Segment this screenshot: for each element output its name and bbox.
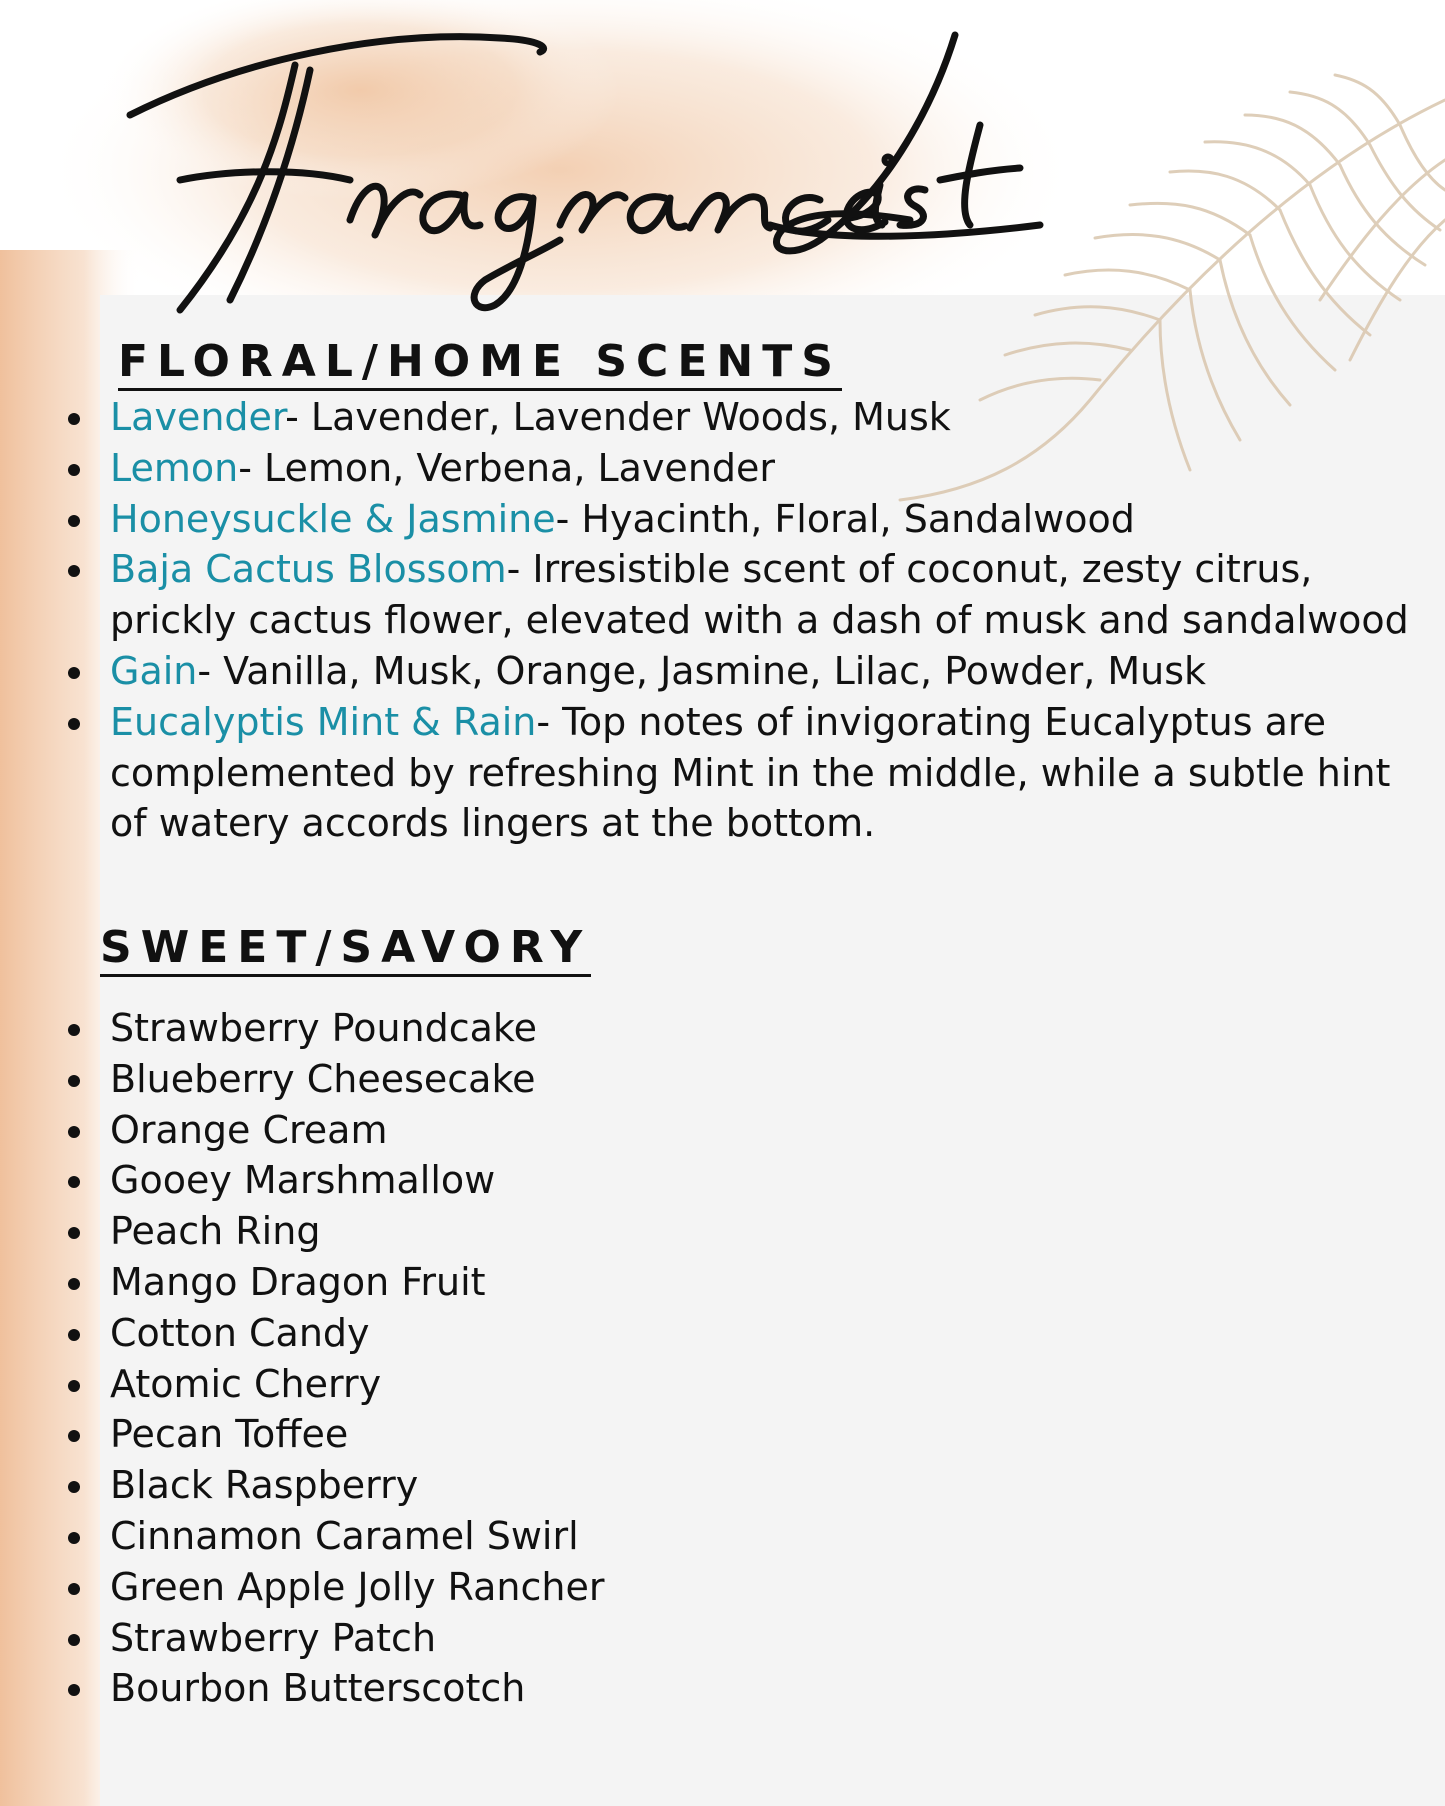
list-item: Cinnamon Caramel Swirl — [0, 1511, 900, 1562]
list-item: Bourbon Butterscotch — [0, 1663, 900, 1714]
list-item: Blueberry Cheesecake — [0, 1054, 900, 1105]
list-item — [0, 544, 1420, 646]
sweet-section-heading: SWEET/SAVORY — [100, 924, 591, 977]
scent-notes: - Irresistible scent of coconut, zesty citrus, prickly cactus flower, elevated with a dash of musk and sandalwood — [110, 547, 1409, 643]
scent-notes: - Vanilla, Musk, Orange, Jasmine, Lilac, Powder, Musk — [197, 648, 1207, 693]
scent-notes: - Lemon, Verbena, Lavender — [238, 445, 776, 490]
scent-name: Baja Cactus Blossom — [110, 547, 507, 592]
scent-notes: - Top notes of invigorating Eucalyptus are complemented by refreshing Mint in the middle, while a subtle hint of watery accords lingers at the bottom. — [110, 699, 1391, 846]
floral-scent-list — [0, 392, 1420, 849]
list-item: Pecan Toffee — [0, 1409, 900, 1460]
list-item — [0, 494, 1420, 545]
list-item — [0, 697, 1420, 849]
scent-name: Lemon — [110, 445, 239, 490]
list-item: Mango Dragon Fruit — [0, 1257, 900, 1308]
scent-name: Lavender — [110, 395, 286, 439]
list-item: Atomic Cherry — [0, 1359, 900, 1410]
list-item: Black Raspberry — [0, 1460, 900, 1511]
scent-name: Honeysuckle & Jasmine — [110, 496, 556, 541]
page-title — [120, 20, 1060, 320]
scent-notes: - Lavender, Lavender Woods, Musk — [285, 395, 951, 439]
list-item: Gooey Marshmallow — [0, 1155, 900, 1206]
list-item: Peach Ring — [0, 1206, 900, 1257]
list-item: Strawberry Patch — [0, 1613, 900, 1664]
scent-name: Eucalyptis Mint & Rain — [110, 699, 537, 744]
sweet-scent-list — [0, 1003, 900, 1714]
list-item: Cotton Candy — [0, 1308, 900, 1359]
scent-notes: - Hyacinth, Floral, Sandalwood — [555, 496, 1135, 541]
list-item — [0, 392, 1420, 443]
title-script-lettering — [120, 20, 1060, 320]
list-item: Orange Cream — [0, 1105, 900, 1156]
list-item — [0, 443, 1420, 494]
floral-section-heading: FLORAL/HOME SCENTS — [118, 338, 842, 391]
list-item: Green Apple Jolly Rancher — [0, 1562, 900, 1613]
scent-name: Gain — [110, 648, 198, 693]
list-item — [0, 646, 1420, 697]
list-item: Strawberry Poundcake — [0, 1003, 900, 1054]
